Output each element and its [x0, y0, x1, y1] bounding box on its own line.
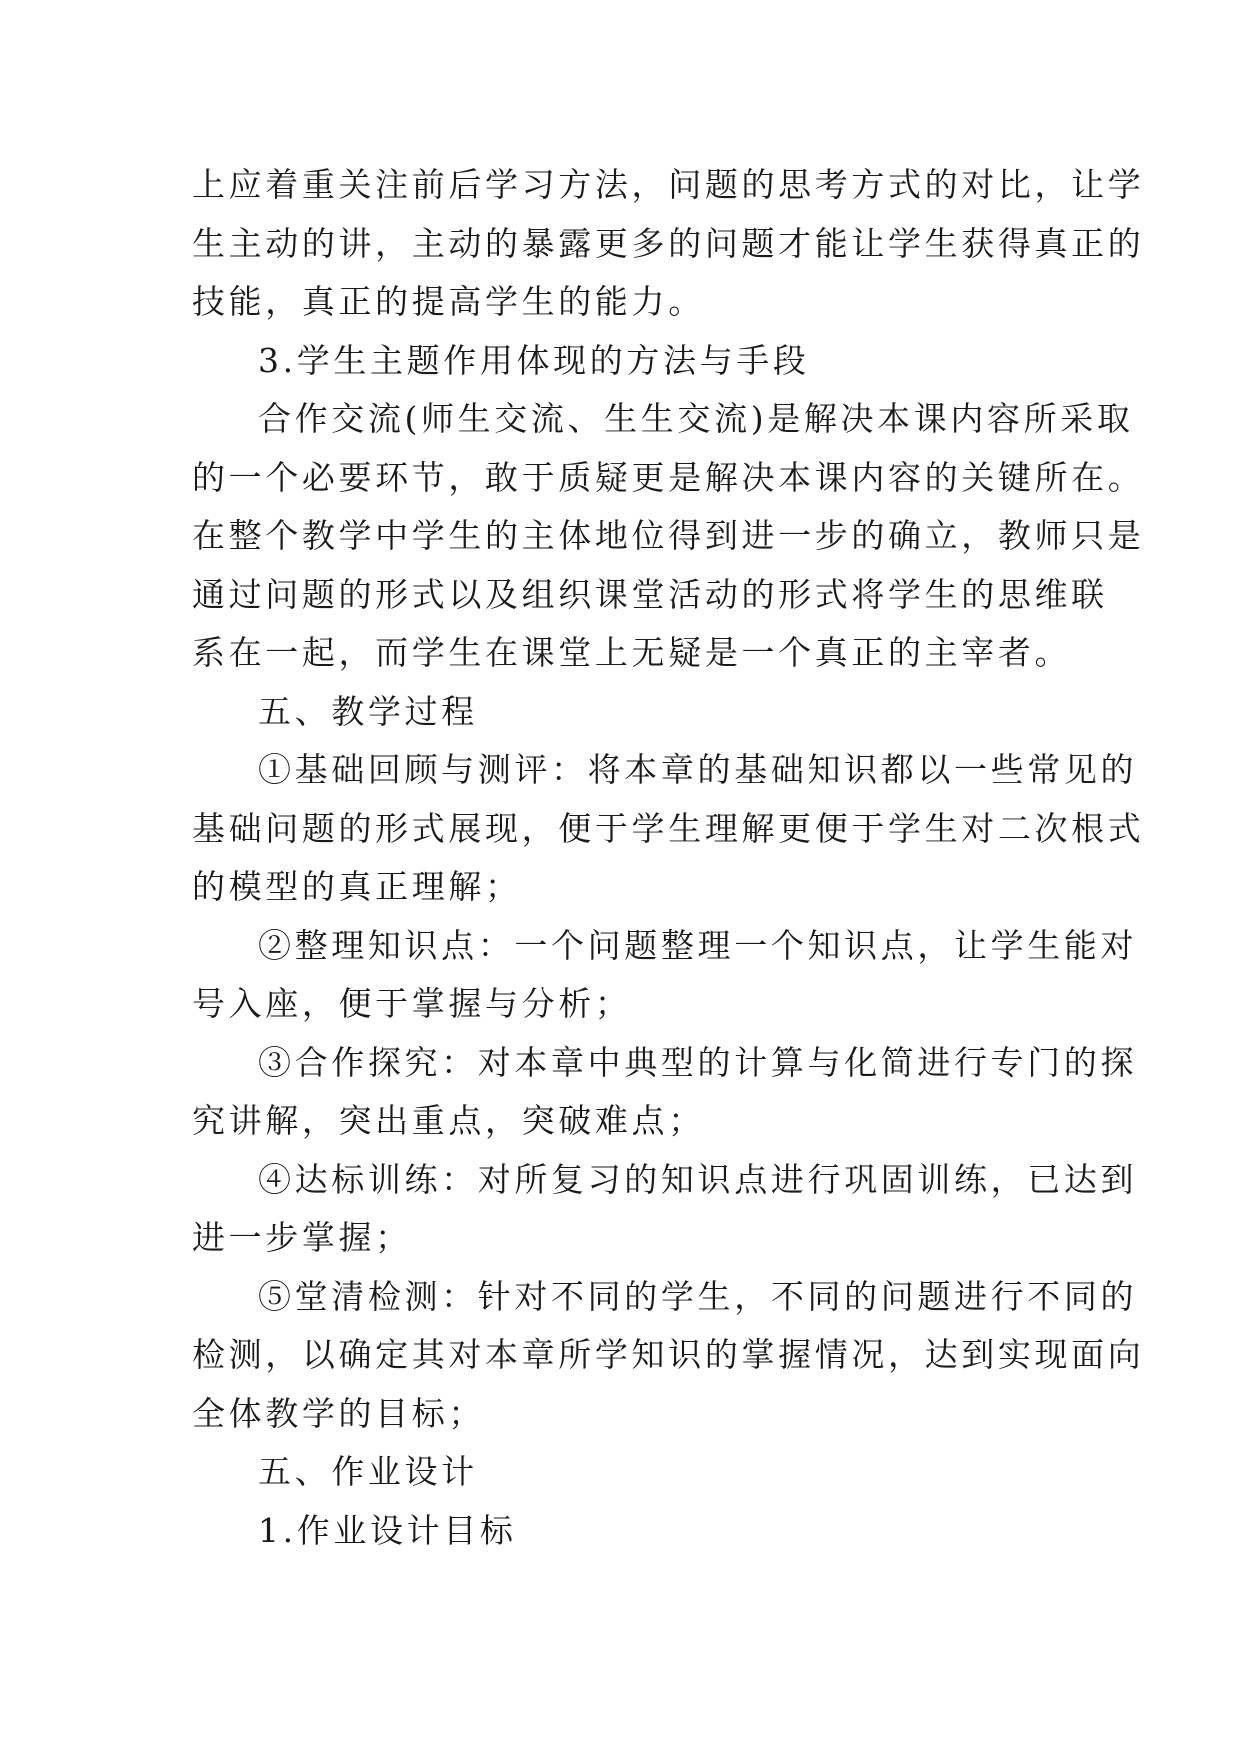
list-item: ④达标训练：对所复习的知识点进行巩固训练，已达到 [258, 1159, 1138, 1199]
list-item: ⑤堂清检测：针对不同的学生，不同的问题进行不同的 [258, 1276, 1138, 1316]
list-item: ②整理知识点：一个问题整理一个知识点，让学生能对 [258, 925, 1138, 965]
text-line: 进一步掌握； [192, 1218, 412, 1257]
section-heading: 1.作业设计目标 [258, 1510, 517, 1550]
text-line: 系在一起，而学生在课堂上无疑是一个真正的主宰者。 [192, 633, 1072, 672]
section-heading: 3.学生主题作用体现的方法与手段 [258, 340, 810, 380]
text-line: 合作交流(师生交流、生生交流)是解决本课内容所采取 [258, 399, 1134, 438]
list-item: ①基础回顾与测评：将本章的基础知识都以一些常见的 [258, 750, 1138, 789]
text-line: 技能，真正的提高学生的能力。 [192, 282, 705, 321]
text-line: 号入座，便于掌握与分析； [192, 984, 632, 1023]
text-line: 生主动的讲，主动的暴露更多的问题才能让学生获得真正的 [192, 223, 1145, 263]
section-heading: 五、教学过程 [258, 691, 478, 731]
text-line: 上应着重关注前后学习方法，问题的思考方式的对比，让学 [192, 165, 1145, 204]
text-line: 检测，以确定其对本章所学知识的掌握情况，达到实现面向 [192, 1335, 1145, 1374]
document-body [192, 156, 1145, 1560]
text-line: 的一个必要环节，敢于质疑更是解决本课内容的关键所在。 [192, 457, 1145, 497]
text-line: 基础问题的形式展现，便于学生理解更便于学生对二次根式 [192, 808, 1145, 848]
list-item: ③合作探究：对本章中典型的计算与化简进行专门的探 [258, 1042, 1138, 1082]
text-line: 的模型的真正理解； [192, 867, 522, 906]
section-heading: 五、作业设计 [258, 1452, 478, 1491]
text-line: 究讲解，突出重点，突破难点； [192, 1101, 705, 1140]
text-line: 通过问题的形式以及组织课堂活动的形式将学生的思维联 [192, 574, 1108, 614]
text-line: 全体教学的目标； [192, 1393, 486, 1433]
text-line: 在整个教学中学生的主体地位得到进一步的确立，教师只是 [192, 516, 1145, 555]
